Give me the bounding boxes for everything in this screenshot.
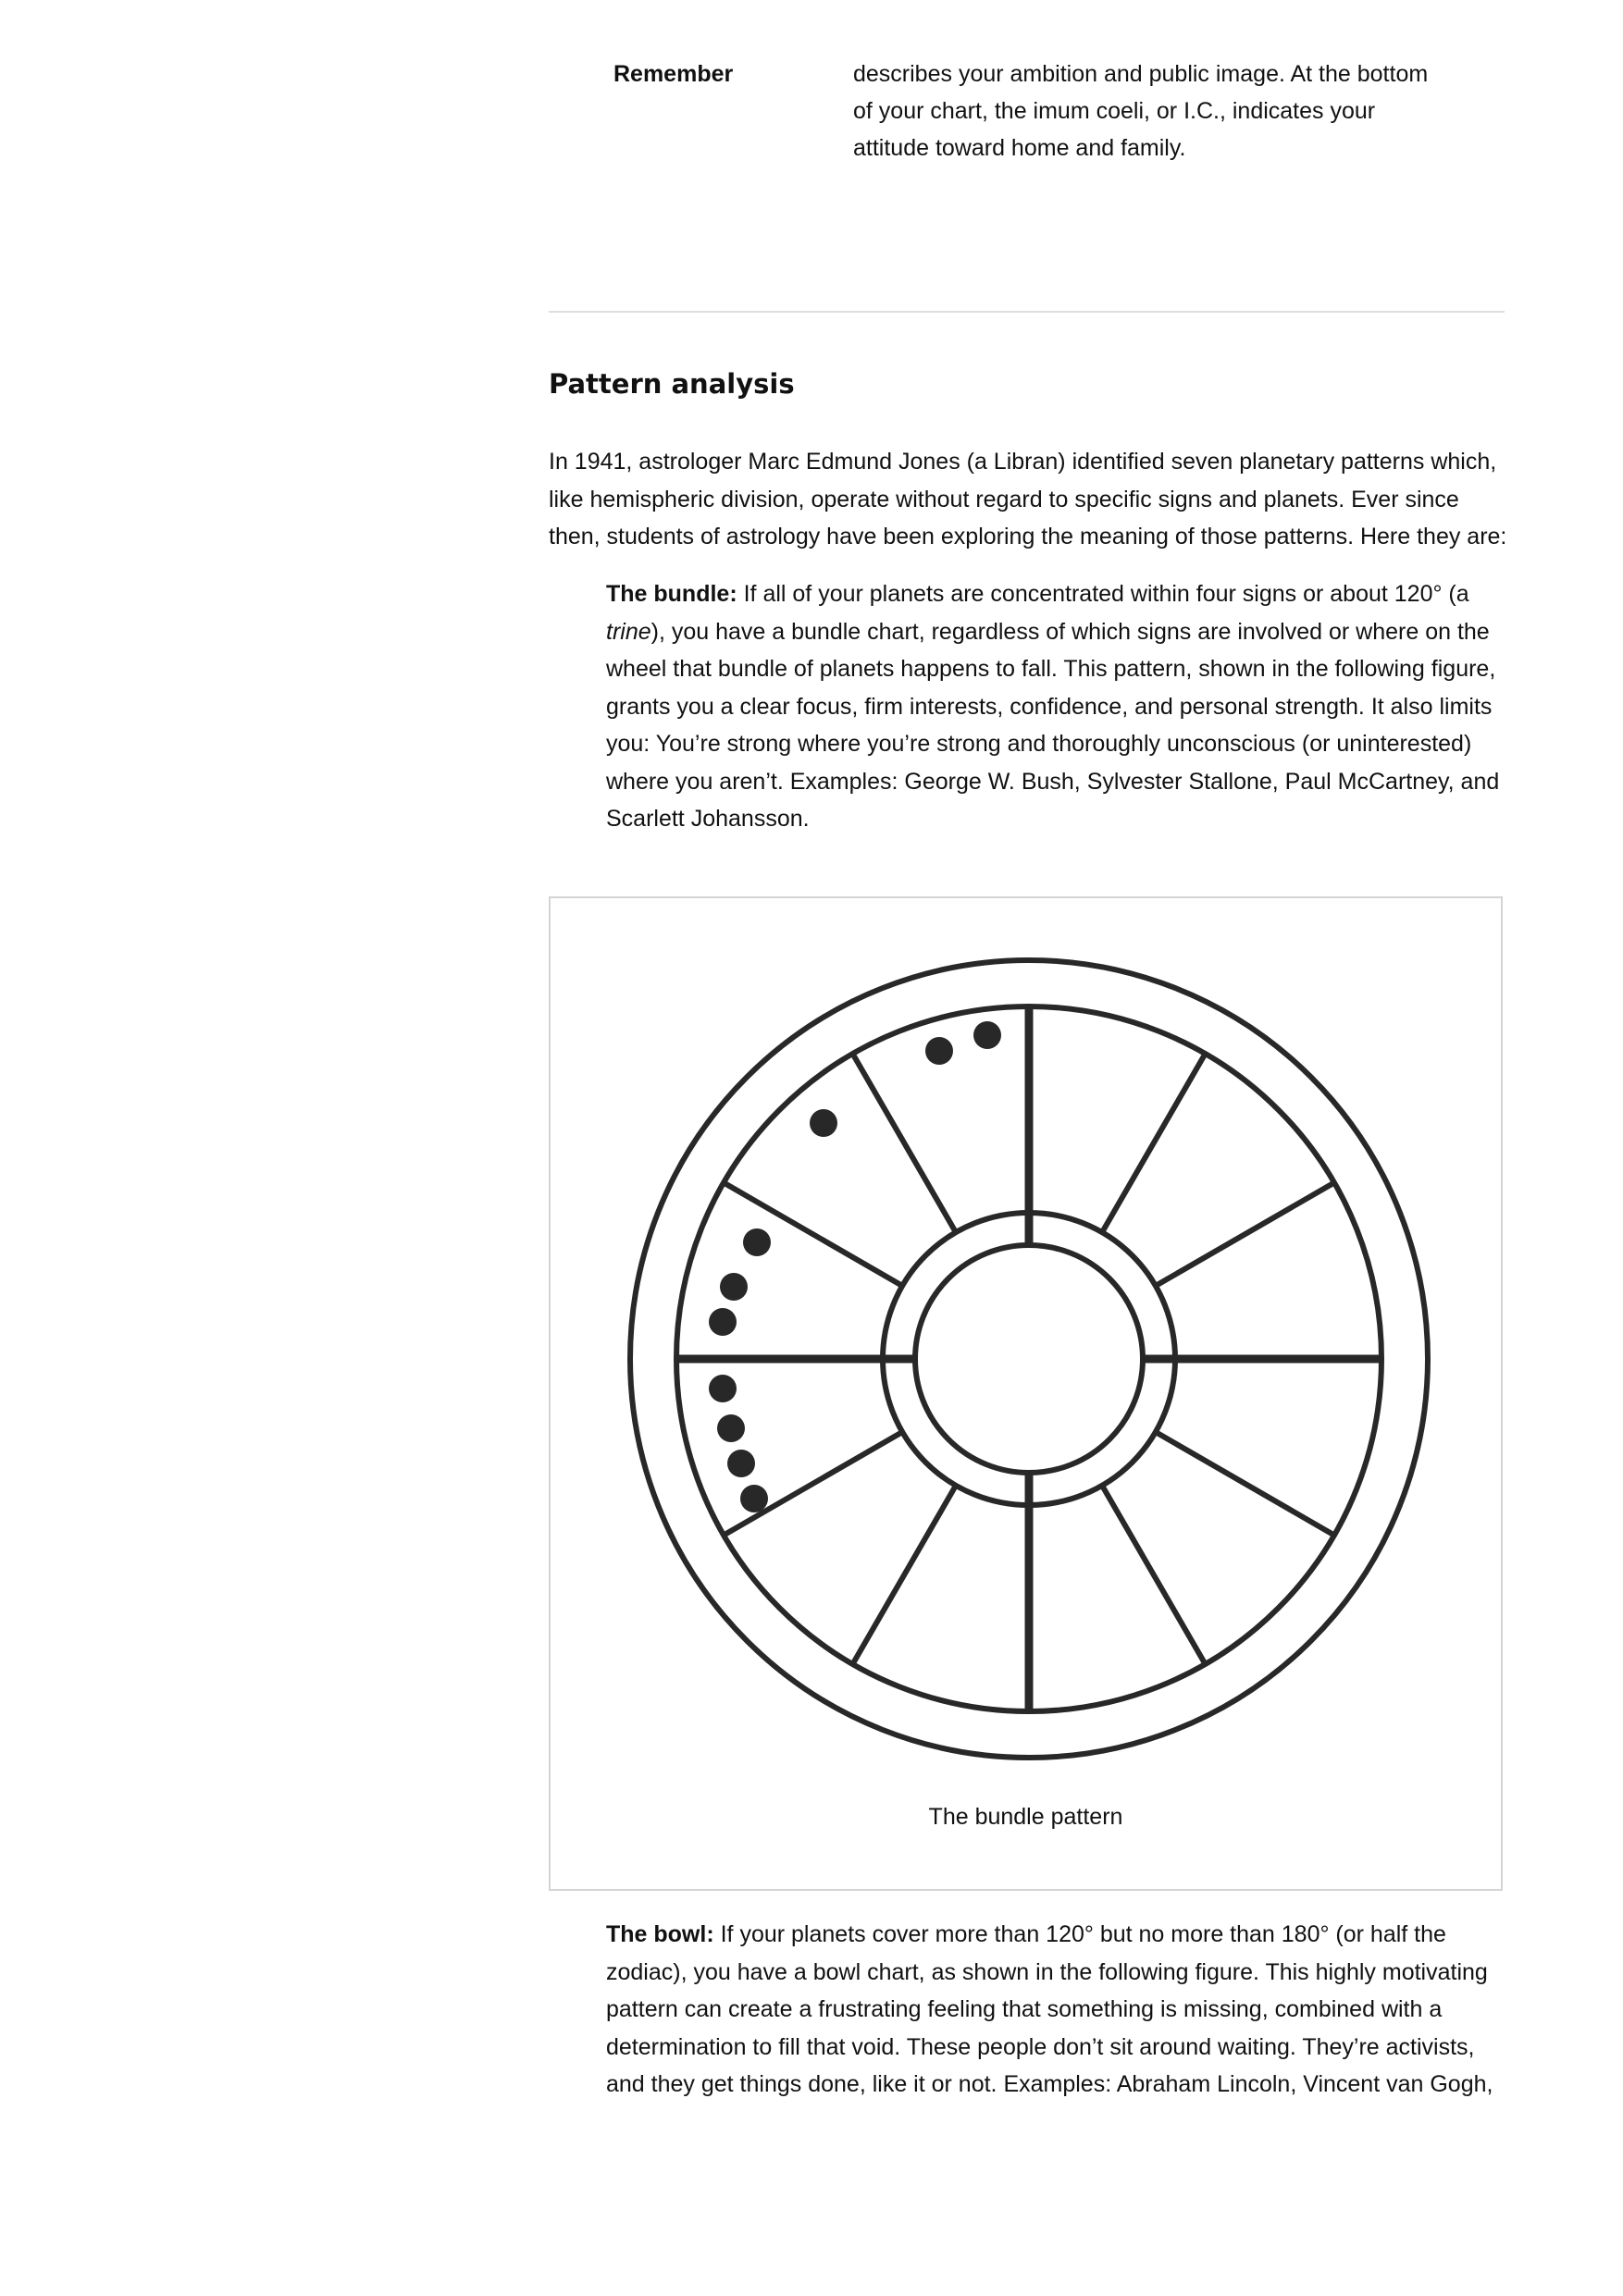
- cusp-line: [1156, 1432, 1334, 1536]
- planet-dot: [720, 1273, 748, 1301]
- bowl-paragraph: [606, 1916, 1508, 2104]
- bundle-figure: [549, 896, 1503, 1891]
- planet-dot: [709, 1375, 737, 1402]
- bundle-italic-word: trine: [606, 618, 651, 645]
- planet-dot: [717, 1414, 745, 1442]
- intro-paragraph: In 1941, astrologer Marc Edmund Jones (a Libran) identified seven planetary patterns which, like hemispheric division, operate without regard to specific signs and planets. Ever since then, students of astrology have been exploring the meaning of those patterns. Here they are:: [549, 449, 1507, 549]
- planet-dot: [709, 1308, 737, 1336]
- planet-dot: [727, 1450, 755, 1477]
- bundle-text-part-1: If all of your planets are concentrated within four signs or about 120° (a: [737, 581, 1469, 607]
- cusp-line: [1102, 1486, 1206, 1664]
- cusp-line: [724, 1432, 902, 1536]
- cusp-line: [853, 1054, 957, 1232]
- section-heading: Pattern analysis: [549, 368, 795, 400]
- bowl-term: The bowl:: [606, 1921, 714, 1947]
- inner-ring: [883, 1213, 1175, 1505]
- planet-dot: [925, 1037, 953, 1065]
- figure-caption: The bundle pattern: [928, 1804, 1123, 1830]
- center-ring: [915, 1245, 1143, 1473]
- section-divider: [549, 311, 1505, 313]
- planet-dot: [973, 1021, 1001, 1049]
- planet-dot: [810, 1109, 837, 1137]
- cusp-line: [1156, 1183, 1334, 1287]
- remember-text: describes your ambition and public image. At the bottom of your chart, the imum coeli, or I.C., indicates your attitude toward home and family.: [853, 61, 1429, 161]
- bundle-chart-wheel: [551, 898, 1501, 1889]
- cusp-line: [853, 1486, 957, 1664]
- planet-dot: [743, 1228, 771, 1256]
- cusp-line: [1102, 1054, 1206, 1232]
- bundle-text-part-2: ), you have a bundle chart, regardless of which signs are involved or where on the wheel that bundle of planets happens to fall. This pattern, shown in the following figure, grants you a clear focus, firm interests, confidence, and personal strength. It also limits you: You’re strong where you’re strong and thoroughly unconscious (or uninterested) where you aren’t. Examples: George W. Bush, Sylvester Stallone, Paul McCartney, and Scarlett Johansson.: [606, 618, 1500, 832]
- planet-dot: [740, 1485, 768, 1512]
- bundle-paragraph: [606, 575, 1508, 838]
- remember-label: Remember: [613, 61, 734, 87]
- bundle-term: The bundle:: [606, 581, 737, 607]
- bowl-text: If your planets cover more than 120° but no more than 180° (or half the zodiac), you have a bowl chart, as shown in the following figure. This highly motivating pattern can create a frustrating feeling that something is missing, combined with a determination to fill that void. These people don’t sit around waiting. They’re activists, and they get things done, like it or not. Examples: Abraham Lincoln, Vincent van Gogh,: [606, 1921, 1493, 2097]
